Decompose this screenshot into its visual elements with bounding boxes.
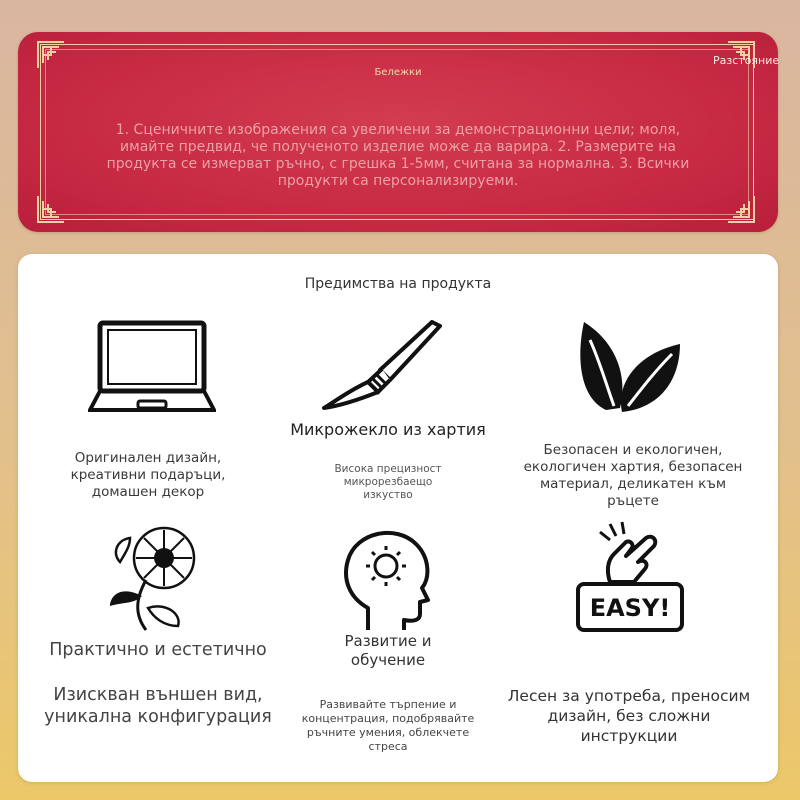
benefit-description: Развивайте търпение и концентрация, подобрявайте ръчните умения, облекчете стреса [301,698,475,753]
easy-badge-text: EASY! [589,594,671,622]
benefit-description: Лесен за употреба, преносим дизайн, без сложни инструкции [507,687,751,745]
benefit-description: Висока прецизност микрорезбаещо изкуство [334,463,442,501]
head-bulb-icon [340,522,432,632]
fret-corner-icon [724,192,758,226]
notes-title: Бележки [374,67,422,78]
benefit-description: Оригинален дизайн, креативни подаръци, домашен декор [70,450,226,500]
benefit-description: Изискван външен вид, уникална конфигурация [44,685,272,727]
easy-hand-icon [574,520,688,634]
distance-label: Разстояние [713,54,780,67]
benefit-heading: Развитие и обучение [344,632,432,669]
benefit-heading: Микрожекло из хартия [290,420,486,439]
scalpel-icon [320,320,446,412]
notes-text: 1. Сценичните изображения са увеличени за демонстрационни цели; моля, имайте предвид, че полученото изделие може да варира. 2. Размерите на продукта се измерват ръчно, с грешка 1-5мм, считана за нормална. 3. Всички продукти са персонализируеми. [106,122,690,189]
leaf-icon [576,318,686,416]
fret-corner-icon [34,192,68,226]
laptop-icon [88,320,216,414]
notes-card [18,32,778,232]
benefit-description: Безопасен и екологичен, екологичен хартия, безопасен материал, деликатен към ръцете [523,442,743,509]
flower-icon [106,518,198,634]
benefit-heading: Практично и естетично [49,640,267,660]
benefits-card [18,254,778,782]
section-title: Предимства на продукта [304,276,492,292]
